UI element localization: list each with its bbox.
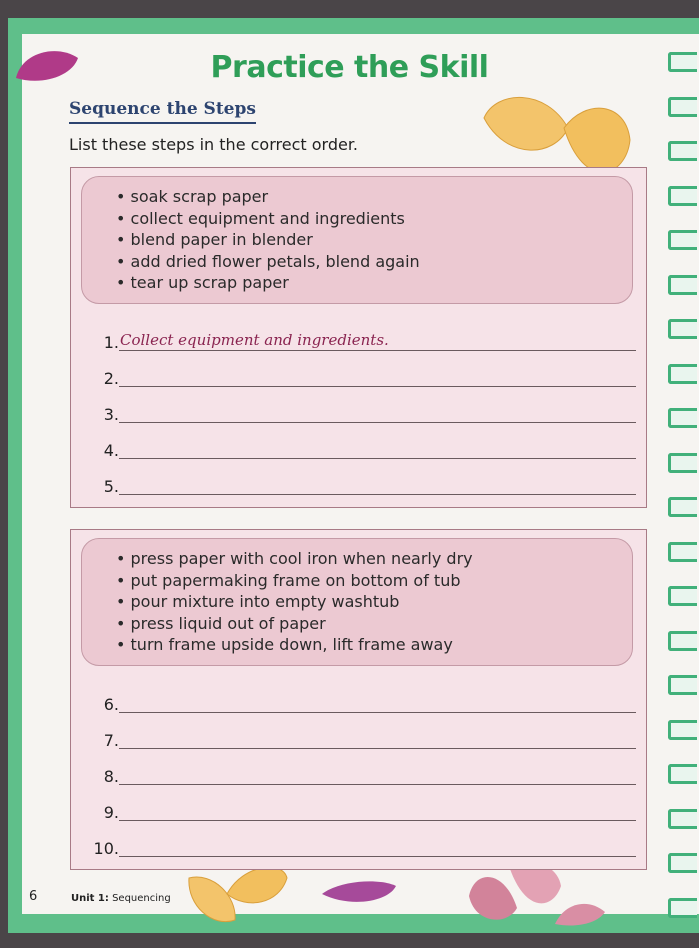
answer-line-7[interactable]: [96, 721, 636, 751]
answer-line-2[interactable]: [96, 359, 636, 389]
step-item: • blend paper in blender: [116, 230, 313, 250]
binding-ring: [668, 275, 697, 295]
write-line: [119, 784, 636, 785]
answer-line-8[interactable]: [96, 757, 636, 787]
binding-ring: [668, 631, 697, 651]
binding-ring: [668, 586, 697, 606]
answer-line-3[interactable]: [96, 395, 636, 425]
binding-ring: [668, 898, 697, 918]
write-line: [119, 458, 636, 459]
unit-title: Sequencing: [108, 893, 171, 904]
write-line: [119, 350, 636, 351]
instruction-text: List these steps in the correct order.: [69, 135, 359, 154]
binding-ring: [668, 364, 697, 384]
write-line: [119, 386, 636, 387]
line-number: 8.: [103, 767, 119, 786]
step-item: • collect equipment and ingredients: [116, 208, 405, 228]
write-line: [119, 820, 636, 821]
binding-ring: [668, 764, 697, 784]
binding-ring: [668, 809, 697, 829]
write-line: [119, 748, 636, 749]
unit-label: Unit 1:: [71, 893, 109, 904]
step-item: • pour mixture into empty washtub: [116, 592, 400, 612]
line-number: 1.: [103, 333, 119, 352]
line-number: 7.: [103, 731, 119, 750]
handwritten-answer: Collect equipment and ingredients.: [120, 331, 389, 349]
line-number: 5.: [103, 477, 119, 496]
binding-ring: [668, 141, 697, 161]
binding-ring: [668, 186, 697, 206]
steps-list-1: [81, 176, 633, 304]
write-line: [119, 494, 636, 495]
binding-ring: [668, 497, 697, 517]
page-title: Practice the Skill: [210, 50, 489, 85]
binding-ring: [668, 453, 697, 473]
binding-ring: [668, 97, 697, 117]
answer-line-1[interactable]: [96, 323, 636, 353]
step-item: • press liquid out of paper: [116, 613, 326, 633]
page-number: 6: [29, 889, 38, 904]
binding-ring: [668, 230, 697, 250]
answer-line-6[interactable]: [96, 685, 636, 715]
step-item: • add dried flower petals, blend again: [116, 251, 420, 271]
steps-list-2: [81, 538, 633, 666]
answer-line-4[interactable]: [96, 431, 636, 461]
binding-ring: [668, 720, 697, 740]
answer-line-9[interactable]: [96, 793, 636, 823]
write-line: [119, 422, 636, 423]
binding-ring: [668, 319, 697, 339]
binding-ring: [668, 408, 697, 428]
spiral-binding: [669, 34, 699, 914]
line-number: 2.: [103, 369, 119, 388]
line-number: 9.: [103, 803, 119, 822]
steps-box-1: [70, 167, 647, 508]
line-number: 6.: [103, 695, 119, 714]
step-item: • put papermaking frame on bottom of tub: [116, 570, 461, 590]
step-item: • tear up scrap paper: [116, 273, 289, 293]
line-number: 10.: [93, 839, 119, 858]
petal-purple-bottom: [320, 878, 398, 908]
line-number: 3.: [103, 405, 119, 424]
unit-footer: [71, 893, 171, 904]
step-item: • turn frame upside down, lift frame away: [116, 635, 453, 655]
binding-ring: [668, 675, 697, 695]
steps-box-2: [70, 529, 647, 870]
write-line: [119, 856, 636, 857]
line-number: 4.: [103, 441, 119, 460]
step-item: • press paper with cool iron when nearly dry: [116, 549, 473, 568]
binding-ring: [668, 542, 697, 562]
section-subheading: Sequence the Steps: [69, 99, 256, 124]
step-item: • soak scrap paper: [116, 187, 269, 206]
answer-line-10[interactable]: [93, 829, 636, 859]
binding-ring: [668, 853, 697, 873]
answer-line-5[interactable]: [96, 467, 636, 497]
write-line: [119, 712, 636, 713]
